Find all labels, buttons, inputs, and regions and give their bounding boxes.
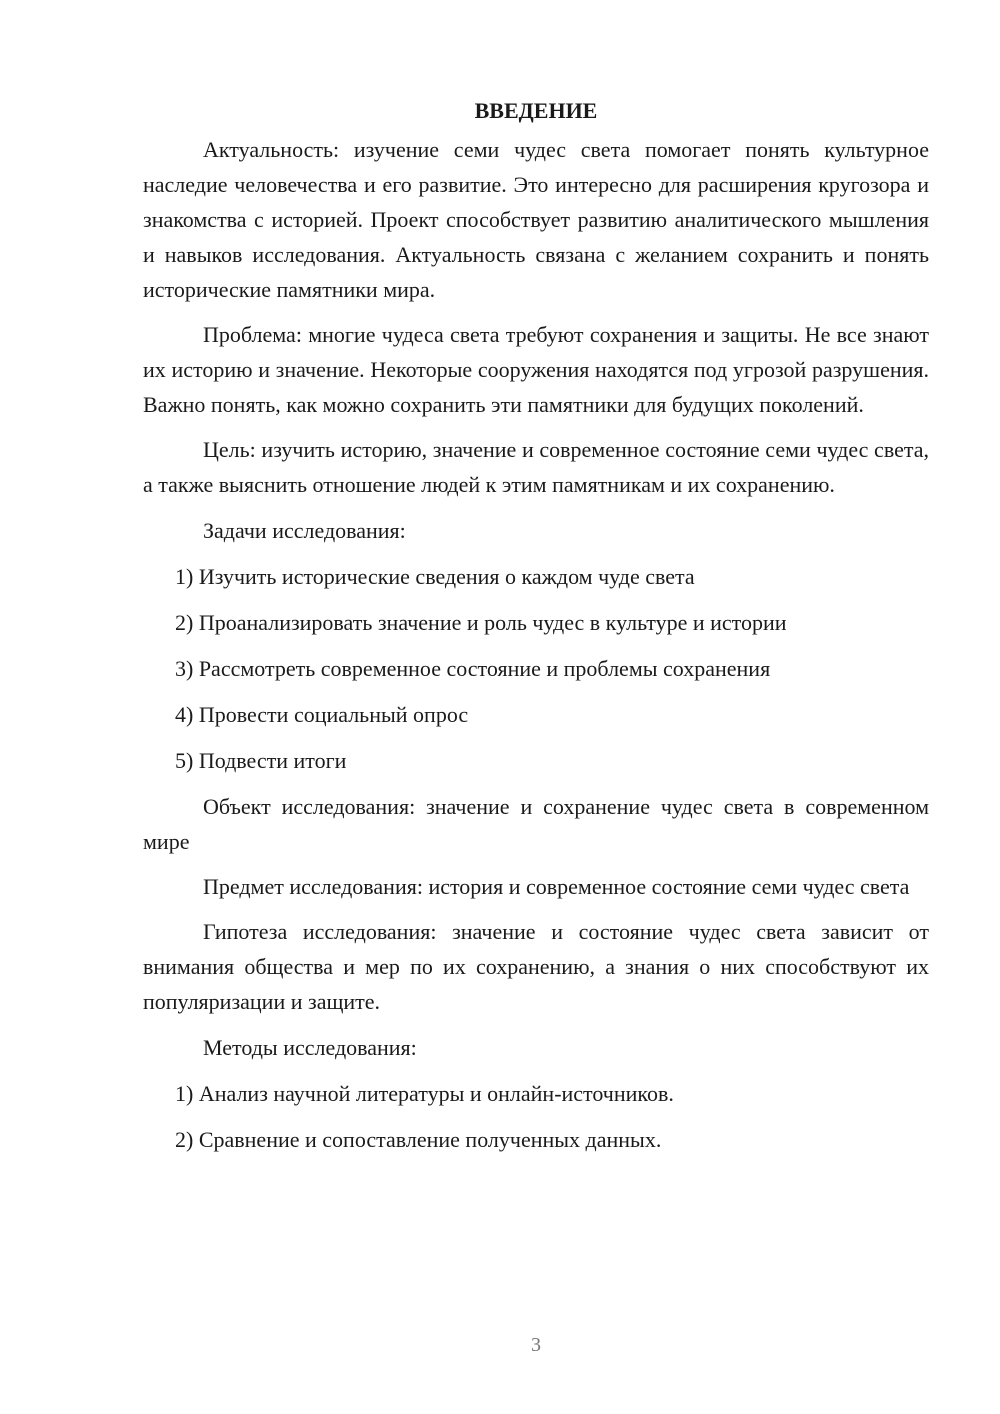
task-item-3: 3) Рассмотреть современное состояние и проблемы сохранения <box>175 656 771 681</box>
problem-paragraph: Проблема: многие чудеса света требуют сохранения и защиты. Не все знают их историю и значение. Некоторые сооружения находятся под угрозой разрушения. Важно понять, как можно сохранить эти памятники для будущих поколений. <box>143 322 929 417</box>
relevance-paragraph: Актуальность: изучение семи чудес света помогает понять культурное наследие человечества и его развитие. Это интересно для расширения кругозора и знакомства с историей. Проект способствует развитию аналитического мышления и навыков исследования. Актуальность связана с желанием сохранить и понять исторические памятники мира. <box>143 137 929 302</box>
task-item-5: 5) Подвести итоги <box>175 748 347 773</box>
page-content <box>143 96 929 1157</box>
page-title: ВВЕДЕНИЕ <box>474 98 598 123</box>
subject-paragraph: Предмет исследования: история и современное состояние семи чудес света <box>203 874 910 899</box>
task-item-4: 4) Провести социальный опрос <box>175 702 469 727</box>
method-item-1: 1) Анализ научной литературы и онлайн-источников. <box>175 1081 674 1106</box>
hypothesis-paragraph: Гипотеза исследования: значение и состояние чудес света зависит от внимания общества и мер по их сохранению, а знания о них способствуют их популяризации и защите. <box>143 919 929 1014</box>
task-item-2: 2) Проанализировать значение и роль чудес в культуре и истории <box>175 610 787 635</box>
method-item-2: 2) Сравнение и сопоставление полученных данных. <box>175 1127 662 1152</box>
methods-title: Методы исследования: <box>203 1035 417 1060</box>
goal-paragraph: Цель: изучить историю, значение и современное состояние семи чудес света, а также выяснить отношение людей к этим памятникам и их сохранению. <box>143 437 929 497</box>
task-item-1: 1) Изучить исторические сведения о каждом чуде света <box>175 564 695 589</box>
object-paragraph: Объект исследования: значение и сохранение чудес света в современном мире <box>143 794 929 854</box>
tasks-title: Задачи исследования: <box>203 518 406 543</box>
page-number: 3 <box>531 1334 541 1356</box>
